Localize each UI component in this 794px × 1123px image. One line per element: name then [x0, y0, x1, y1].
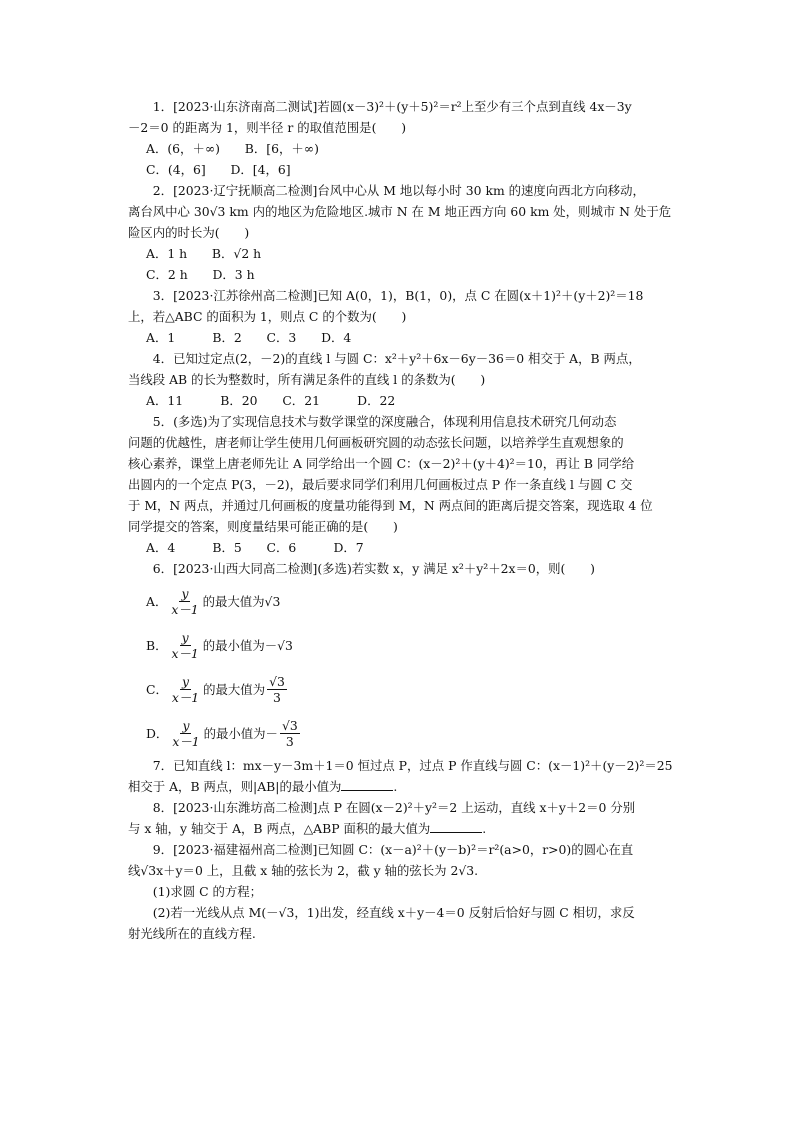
q6-fraction-c	[170, 674, 201, 705]
q3-options: A．1 B．2 C．3 D．4	[146, 330, 352, 345]
q2-line-1: 2．[2023·辽宁抚顺高二检测]台风中心从 M 地以每小时 30 km 的速度向西北方向移动，	[152, 183, 645, 198]
q2-options-cd: C．2 h D．3 h	[146, 267, 255, 282]
q4-line-2: 当线段 AB 的长为整数时，所有满足条件的直线 l 的条数为( )	[128, 372, 486, 387]
q1-line-2: －2＝0 的距离为 1，则半径 r 的取值范围是( )	[128, 120, 407, 135]
q6-fraction-b	[170, 630, 201, 661]
q6-option-b-label: B．	[146, 637, 168, 653]
q5-options: A．4 B．5 C．6 D．7	[146, 540, 364, 555]
q8-line-2	[128, 818, 688, 839]
q3-line-1: 3．[2023·江苏徐州高二检测]已知 A(0，1)，B(1，0)，点 C 在圆(x＋1)²＋(y＋2)²＝18	[152, 288, 644, 303]
answer-blank	[341, 778, 393, 791]
fraction-denominator: x－1	[171, 601, 199, 617]
fraction-numerator: y	[182, 673, 189, 689]
q1-options-ab: A．(6，＋∞) B．[6，＋∞)	[146, 141, 319, 156]
q7-line-2	[128, 776, 688, 797]
value-denominator: 3	[273, 689, 281, 705]
q8-line-2-text: 与 x 轴，y 轴交于 A，B 两点，△ABP 面积的最大值为	[128, 821, 431, 836]
fraction-denominator: x－1	[171, 645, 199, 661]
q9-line-1: 9．[2023·福建福州高二检测]已知圆 C：(x－a)²＋(y－b)²＝r²(a>0，r>0)的圆心在直	[152, 842, 634, 857]
question-3	[128, 285, 688, 348]
question-4	[128, 348, 688, 411]
question-2	[128, 180, 688, 285]
q6-option-c	[128, 667, 688, 711]
value-denominator: 3	[285, 733, 294, 749]
q5-line-1: 5．(多选)为了实现信息技术与数学课堂的深度融合，体现利用信息技术研究几何动态	[152, 414, 617, 429]
q9-part-1: (1)求圆 C 的方程；	[152, 884, 263, 899]
q5-line-4: 出圆内的一个定点 P(3，－2)，最后要求同学们利用几何画板过点 P 作一条直线 l 与圆 C 交	[128, 477, 633, 492]
exercise-sheet	[128, 96, 688, 944]
q6-option-d-text: 的最小值为	[203, 725, 266, 741]
question-1	[128, 96, 688, 180]
q1-options-cd: C．(4，6] D．[4，6]	[146, 162, 291, 177]
q6-line-1: 6．[2023·山西大同高二检测](多选)若实数 x，y 满足 x²＋y²＋2x＝0，则( )	[152, 561, 596, 576]
q6-option-b	[128, 623, 688, 667]
q6-fraction-a	[169, 586, 200, 617]
q7-line-1: 7．已知直线 l：mx－y－3m＋1＝0 恒过点 P，过点 P 作直线与圆 C：(x－1)²＋(y－2)²＝25	[152, 758, 673, 773]
q6-value-d	[280, 718, 300, 749]
q3-line-2: 上，若△ABC 的面积为 1，则点 C 的个数为( )	[128, 309, 407, 324]
q5-line-2: 问题的优越性，唐老师让学生使用几何画板研究圆的动态弦长问题，以培养学生直观想象的	[128, 435, 624, 450]
q6-option-d	[128, 711, 688, 755]
q8-period: .	[482, 821, 487, 836]
fraction-numerator: y	[182, 717, 190, 733]
question-6	[128, 558, 688, 755]
fraction-denominator: x－1	[172, 733, 200, 749]
answer-blank	[430, 820, 482, 833]
q6-option-d-label: D．	[146, 725, 169, 741]
q6-option-a-label: A．	[146, 593, 168, 609]
q9-line-2: 线√3x＋y＝0 上，且截 x 轴的弦长为 2，截 y 轴的弦长为 2√3.	[128, 863, 479, 878]
q6-fraction-d	[170, 718, 201, 749]
q2-options-ab: A．1 h B．√2 h	[146, 246, 262, 261]
q7-period: .	[393, 779, 398, 794]
question-7	[128, 755, 688, 797]
q6-value-c	[267, 674, 287, 705]
q9-part-2-line-1: (2)若一光线从点 M(－√3，1)出发，经直线 x＋y－4＝0 反射后恰好与圆 C 相切，求反	[152, 905, 635, 920]
q6-option-a	[128, 579, 688, 623]
q8-line-1: 8．[2023·山东潍坊高二检测]点 P 在圆(x－2)²＋y²＝2 上运动，直线 x＋y＋2＝0 分别	[152, 800, 636, 815]
q4-options: A．11 B．20 C．21 D．22	[146, 393, 396, 408]
q5-line-3: 核心素养，课堂上唐老师先让 A 同学给出一个圆 C：(x－2)²＋(y＋4)²＝10，再让 B 同学给	[128, 456, 635, 471]
question-9	[128, 839, 688, 944]
value-numerator: √3	[269, 673, 285, 689]
q1-line-1: 1．[2023·山东济南高二测试]若圆(x－3)²＋(y＋5)²＝r²上至少有三个点到直线 4x－3y	[152, 99, 632, 114]
fraction-denominator: x－1	[171, 689, 200, 705]
q6-option-a-text: 的最大值为√3	[202, 593, 281, 609]
q5-line-5: 于 M，N 两点，并通过几何画板的度量功能得到 M，N 两点间的距离后提交答案，现选取 4 位	[128, 498, 653, 513]
question-5	[128, 411, 688, 558]
q5-line-6: 同学提交的答案，则度量结果可能正确的是( )	[128, 519, 398, 534]
q6-option-b-text: 的最小值为－√3	[202, 637, 293, 653]
fraction-numerator: y	[181, 629, 189, 645]
q4-line-1: 4．已知过定点(2，－2)的直线 l 与圆 C：x²＋y²＋6x－6y－36＝0 相交于 A，B 两点，	[152, 351, 641, 366]
q2-line-3: 险区内的时长为( )	[128, 225, 250, 240]
question-8	[128, 797, 688, 839]
fraction-numerator: y	[181, 585, 189, 601]
q7-line-2-text: 相交于 A，B 两点，则|AB|的最小值为	[128, 779, 342, 794]
q9-part-2-line-2: 射光线所在的直线方程.	[128, 926, 256, 941]
q6-option-d-sign: －	[265, 725, 278, 741]
q6-option-c-label: C．	[146, 681, 168, 697]
q2-line-2: 离台风中心 30√3 km 内的地区为危险地区.城市 N 在 M 地正西方向 60 km 处，则城市 N 处于危	[128, 204, 672, 219]
value-numerator: √3	[281, 717, 298, 733]
q6-option-c-text: 的最大值为	[203, 681, 266, 697]
